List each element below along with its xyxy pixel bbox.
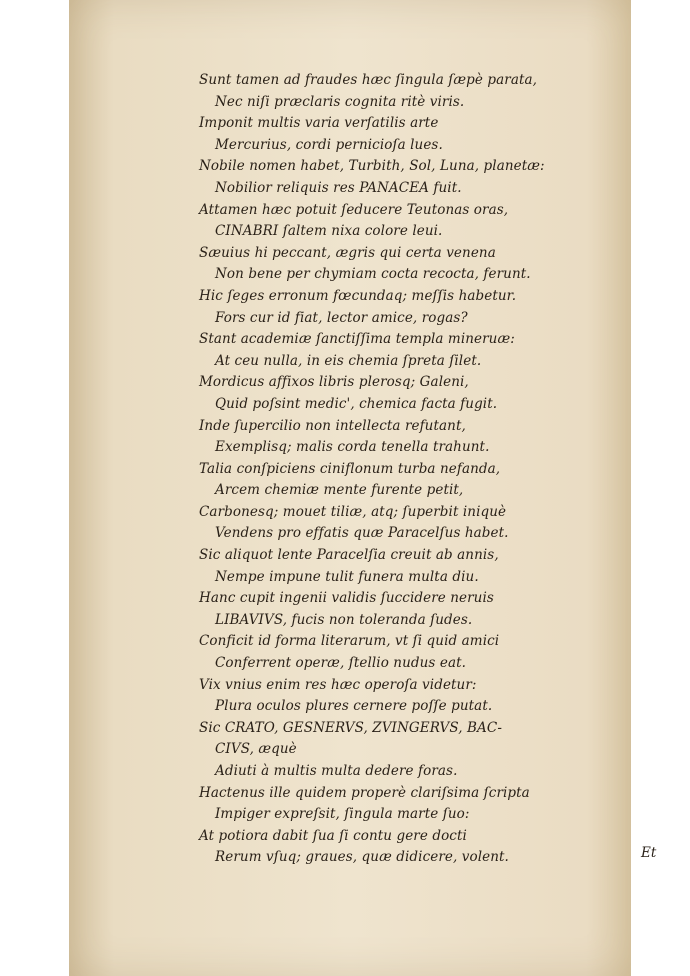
- verse-line: Conferrent operæ, ſtellio nudus eat.: [215, 655, 467, 672]
- verse-line: Imponit multis varia verſatilis arte: [199, 115, 439, 132]
- verse-line: Sæuius hi peccant, ægris qui certa venena: [199, 244, 496, 261]
- verse-line: Sic aliquot lente Paracelſia creuit ab annis,: [199, 547, 499, 564]
- verse-line: Hanc cupit ingenii validis ſuccidere neruis: [199, 590, 494, 607]
- verse-line: Adiuti à multis multa dedere foras.: [215, 763, 458, 779]
- verse-line: Quid poſsint medic', chemica facta fugit.: [215, 395, 498, 412]
- catchword: Et: [641, 845, 657, 861]
- verse-line: Nobile nomen habet, Turbith, Sol, Luna, planetæ:: [199, 158, 545, 175]
- verse-line: Sic CRATO, GESNERVS, ZVINGERVS, BAC-: [199, 719, 502, 736]
- verse-line: Nempe impune tulit funera multa diu.: [215, 568, 479, 585]
- verse-line: Attamen hæc potuit ſeducere Teutonas oras,: [199, 201, 509, 218]
- verse-line: Rerum vſuq; graues, quæ didicere, volent.: [215, 849, 509, 866]
- verse-line: Mordicus affixos libris plerosq; Galeni,: [199, 374, 469, 391]
- verse-line: Non bene per chymiam cocta recocta, ferunt.: [215, 266, 531, 283]
- verse-line: Hic ſeges erronum fœcundaq; meſſis habetur.: [199, 287, 517, 304]
- verse-line: Talia conſpiciens ciniflonum turba nefanda,: [199, 460, 501, 477]
- verse-line: Mercurius, cordi pernicioſa lues.: [215, 136, 443, 153]
- verse-line: Exemplisq; malis corda tenella trahunt.: [215, 439, 490, 456]
- verse-line: Hactenus ille quidem properè clariſsima ſcripta: [199, 784, 530, 801]
- verse-line: Vendens pro effatis quæ Paracelſus habet.: [215, 525, 509, 542]
- verse-line: Carbonesq; mouet tiliæ, atq; ſuperbit iniquè: [199, 503, 507, 520]
- verse-line: Inde ſupercilio non intellecta refutant,: [199, 417, 466, 434]
- verse-line: At ceu nulla, in eis chemia ſpreta ſilet.: [215, 352, 482, 369]
- verse-line: Arcem chemiæ mente furente petit,: [215, 482, 464, 499]
- verse-line: Impiger expreſsit, ſingula marte ſuo:: [215, 806, 470, 823]
- book-page: [69, 0, 657, 976]
- verse-line: Conficit id forma literarum, vt ſi quid amici: [199, 633, 500, 650]
- verse-line: LIBAVIVS, fucis non toleranda ſudes.: [215, 611, 473, 628]
- verse-line: Sunt tamen ad fraudes hæc ſingula ſæpè parata,: [199, 72, 538, 88]
- verse-line: Plura oculos plures cernere poſſe putat.: [215, 698, 493, 715]
- verse-line: Nec niſi præclaris cognita ritè viris.: [215, 93, 465, 110]
- verse-line: CIVS, æquè: [215, 741, 297, 758]
- verse-line: CINABRI ſaltem nixa colore leui.: [215, 223, 443, 240]
- verse-line: At potiora dabit ſua ſi contu gere docti: [199, 827, 467, 844]
- verse-line: Fors cur id fiat, lector amice, rogas?: [215, 309, 468, 326]
- verse-line: Stant academiæ ſanctiſſima templa mineruæ:: [199, 331, 515, 348]
- verse-line: Vix vnius enim res hæc operoſa videtur:: [199, 676, 477, 693]
- verse-line: Nobilior reliquis res PANACEA fuit.: [215, 179, 462, 196]
- verse-block: [199, 70, 545, 869]
